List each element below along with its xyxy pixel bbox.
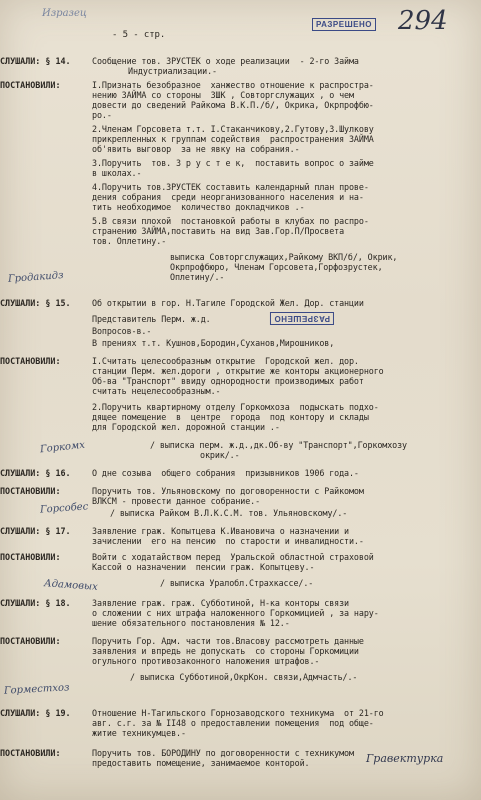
item-15-decided-line: I.Считать целесообразным открытие Городской жел. дор. <box>92 356 359 366</box>
item-15-decided-line: дящее помещение в центре города под контору и склады <box>92 412 369 422</box>
item-16-margin-note: Горсобес <box>39 501 89 516</box>
sheet-number: 294 <box>398 6 448 36</box>
item-14-decided-line: ро.- <box>92 110 112 120</box>
item-14-heard-line: Индустриализации.- <box>128 66 217 76</box>
item-15-label: СЛУШАЛИ: § 15. <box>0 298 71 308</box>
item-15-decided-line: 2.Поручить квартирному отделу Горкомхоза подыскать подхо- <box>92 402 379 412</box>
item-17-decided-label: ПОСТАНОВИЛИ: <box>0 552 61 562</box>
item-15-decided-label: ПОСТАНОВИЛИ: <box>0 356 61 366</box>
item-15-sent-line: окрик/.- <box>200 450 240 460</box>
item-14-decided-line: тов. Оплетину.- <box>92 236 167 246</box>
item-18-decided-line: огульного противозаконного наложения штрафов.- <box>92 656 320 666</box>
item-14-decided-line: 2.Членам Горсовета т.т. I.Стаканчикову,2.Гутову,3.Шулкову <box>92 124 374 134</box>
item-17-decided-line: Кассой о назначении пенсии граж. Копытцеву.- <box>92 562 315 572</box>
item-17-margin-note: Адамовых <box>43 578 99 593</box>
item-14-sent-line: выписка Совторгслужащих,Райкому ВКП/б/, Окрик, <box>170 252 398 262</box>
item-16-decided-line: ВЛКСМ - провести данное собрание.- <box>92 496 261 506</box>
approval-stamp-top: РАЗРЕШЕНО <box>312 18 376 31</box>
item-18-heard-line: Заявление граж. граж. Субботиной, Н-ка конторы связи <box>92 598 349 608</box>
item-15-heard-line: Представитель Перм. ж.д. <box>92 314 211 324</box>
item-19-decided-line: Поручить тов. БОРОДИНУ по договоренности с техникумом <box>92 748 354 758</box>
item-16-decided-line: Поручить тов. Ульяновскому по договоренности с Райкомом <box>92 486 364 496</box>
item-14-decided-line: об'явить выговор за не явку на собрания.- <box>92 144 300 154</box>
item-18-sent-line: / выписка Субботиной,ОкрКон. связи,Адмчасть/.- <box>130 672 358 682</box>
item-14-decided-line: нению ЗАЙМА со стороны ЗШК , Совторгслужащих , о чем <box>92 90 354 100</box>
item-18-decided-label: ПОСТАНОВИЛИ: <box>0 636 61 646</box>
item-18-margin-note: Горместхоз <box>3 682 70 697</box>
item-18-decided-line: Поручить Гор. Адм. части тов.Власову рассмотреть данные <box>92 636 364 646</box>
item-14-label: СЛУШАЛИ: § 14. <box>0 56 71 66</box>
item-14-decided-line: I.Признать безобразное ханжество отношение к распростра- <box>92 80 374 90</box>
item-17-heard-line: Заявление граж. Копытцева К.Ивановича о назначении и <box>92 526 349 536</box>
item-14-decided-line: дения собрания среди неорганизованного населения и на- <box>92 192 364 202</box>
item-16-label: СЛУШАЛИ: § 16. <box>0 468 71 478</box>
item-19-heard-line: Отношение Н-Тагильского Горнозаводского техникума от 21-го <box>92 708 384 718</box>
item-18-label: СЛУШАЛИ: § 18. <box>0 598 71 608</box>
item-14-decided-line: 3.Поручить тов. З р у с т е к, поставить вопрос о займе <box>92 158 374 168</box>
item-14-decided-line: в школах.- <box>92 168 142 178</box>
item-15-decided-line: считать нецелесообразным.- <box>92 386 221 396</box>
item-18-heard-line: шение обязательного постановления № 12.- <box>92 618 290 628</box>
item-18-heard-line: о сложении с них штрафа наложенного Горкомицией , за нару- <box>92 608 379 618</box>
item-15-decided-line: станции Перм. жел.дороги , открытие же конторы акционерного <box>92 366 384 376</box>
item-19-heard-line: житие техникумцев.- <box>92 728 186 738</box>
item-16-sent-line: / выписка Райком В.Л.К.С.М. тов. Ульяновскому/.- <box>110 508 348 518</box>
item-17-decided-line: Войти с ходатайством перед Уральской областной страховой <box>92 552 374 562</box>
item-14-margin-note: Гродакидз <box>7 270 64 285</box>
item-14-sent-line: Оплетину/.- <box>170 272 225 282</box>
corner-handwritten-note: Изразец <box>42 8 87 19</box>
item-19-heard-line: авг. с.г. за № II48 о предоставлении помещения под обще- <box>92 718 374 728</box>
item-15-sent-line: / выписка перм. ж.д.,дк.Об-ву "Транспорт",Горкомхозу <box>150 440 407 450</box>
item-17-label: СЛУШАЛИ: § 17. <box>0 526 71 536</box>
item-14-decided-line: 5.В связи плохой постановкой работы в клубах по распро- <box>92 216 369 226</box>
item-17-sent-line: / выписка Уралобл.Страхкассе/.- <box>160 578 314 588</box>
item-14-sent-line: Окрпрофбюро, Членам Горсовета,Горфозрустек, <box>170 262 383 272</box>
item-19-decided-label: ПОСТАНОВИЛИ: <box>0 748 61 758</box>
item-14-decided-line: тить необходимое количество докладчиков .- <box>92 202 305 212</box>
item-16-heard-line: О дне созыва общего собрания призывников 1906 года.- <box>92 468 359 478</box>
item-16-decided-label: ПОСТАНОВИЛИ: <box>0 486 61 496</box>
approval-stamp-15: РАЗРЕШЕНО <box>270 312 334 325</box>
item-15-decided-line: Об-ва "Транспорт" ввиду однородности производимых работ <box>92 376 364 386</box>
item-15-heard-line: Вопросов-в.- <box>92 326 152 336</box>
item-15-heard-line: В прениях т.т. Кушнов,Бородин,Суханов,Мирошников, <box>92 338 335 348</box>
item-19-signature: Гравектурка <box>366 752 444 765</box>
item-19-label: СЛУШАЛИ: § 19. <box>0 708 71 718</box>
item-15-margin-note: Горкомх <box>39 439 86 456</box>
item-14-heard-line: Сообщение тов. ЗРУСТЕК о ходе реализации - 2-го Займа <box>92 56 359 66</box>
item-14-decided-line: 4.Поручить тов.ЗРУСТЕК составить календарный план прове- <box>92 182 369 192</box>
item-19-decided-line: предоставить помещение, занимаемое конторой. <box>92 758 310 768</box>
item-14-decided-line: странению ЗАЙМА,поставить на вид Зав.Гор.П/Просвета <box>92 226 345 236</box>
item-14-decided-label: ПОСТАНОВИЛИ: <box>0 80 61 90</box>
item-15-heard-line: Об открытии в гор. Н.Тагиле Городской Жел. Дор. станции <box>92 298 364 308</box>
page-label: - 5 - стр. <box>112 30 166 40</box>
item-15-decided-line: для Городской жел. дорожной станции .- <box>92 422 280 432</box>
item-14-decided-line: прикрепленных к группам содействия распространения ЗАЙМА <box>92 134 374 144</box>
item-17-heard-line: зачислении его на пенсию по старости и инвалидности.- <box>92 536 364 546</box>
item-18-decided-line: заявления и впредь не допускать со стороны Горкомиции <box>92 646 359 656</box>
item-14-decided-line: довести до сведений Райкома В.К.П./б/, Окрика, Окрпрофбю- <box>92 100 374 110</box>
